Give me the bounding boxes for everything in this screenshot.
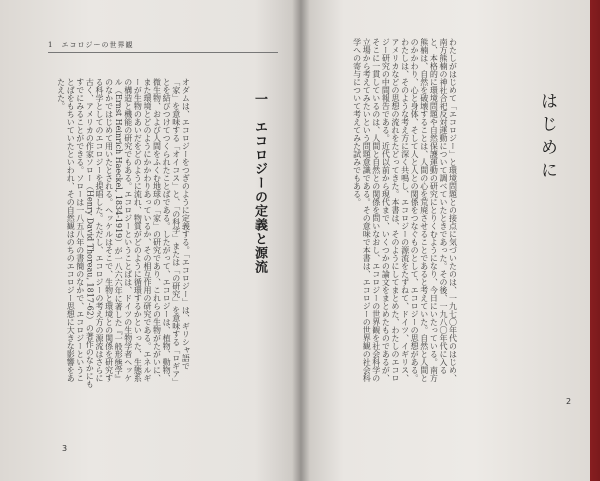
left-body xyxy=(56,78,242,388)
right-body xyxy=(352,38,528,388)
chapter-title: はじめに xyxy=(537,92,557,184)
page-number-left: 3 xyxy=(62,444,68,453)
page-number-right: 2 xyxy=(566,397,572,406)
running-header: 1 エコロジーの世界観 xyxy=(48,41,134,49)
section-title: 一 エコロジーの定義と源流 xyxy=(252,92,267,274)
header-rule xyxy=(48,52,278,53)
left-body-text: オダムは、エコロジーをつぎのように定義する。「エコロジー」は、ギリシャ語で「家」を意味する「オイコス」と、「の科学」または「の研究」を意味する「ロギア」とを結びつけてつくられたことばである。したがって、エコロジーは、植物、動物、微生物、および人間をふくむ地球の「家」の研究であり、これらの生物がたがいに、また環境とどのようにかかわりあっているか、その相互作用の研究である。エネルギーが生物のあいだをどのように流れ、物質がどのように循環するかといった、生態系の構造と機能の研究でもある。エコロジーということばは、ドイツの生物学者ヘッケル（Ernst Heinrich Haeckel, 1834-1919）が一八六六年に著した『一般形態学』のなかではじめて用いたとされる。ヘッケルはそこで、生物と環境との関係を研究する科学としてのエコロジーを提唱した。ただし、エコロジーの考え方の源流はさらに古く、アメリカの作家ソロー（Henry David Thoreau, 1817-62）の著作のなかにもすでにみることができる。ソローは一八五八年の書簡のなかで、エコロジーということばをもちいていたといわれ、その自然観はのちのエコロジー思想に大きな影響をあたえた。 xyxy=(56,78,191,388)
book-gutter xyxy=(292,0,310,481)
right-body-text: わたしがはじめて「エコロジー」と環境問題との接点に気づいたのは、一九七〇年代のはじめ、南方熊楠の神社合祀反対運動について調べていたときであった。その後、一九八〇年代に入ると、本格的に環境問題や自然保護運動の研究にとりくむようになり、今日にいたっている。南方熊楠は、自然を破壊することは、人間の心を荒廃させることであると考えていた。自然と人間とのかかわり、心と身体、そして人と人との関係をつなぐものとして、エコロジーの思想がある。わたしは、そのような考え方に深く共鳴し、エコロジーの源流をたずねて、ドイツ、イギリス、アメリカなどの思想の流れをたどってきた。本書は、そのようにしてまとめた、わたしのエコロジー研究の中間報告である。近代以前から現代まで、いくつかの論文をまとめたものであるが、そこに一貫しているのは、人間と自然との関係を問いなおし、エコロジーの世界観を社会科学の立場から考えてみたいという問題意識である。その意味で本書は、エコロジーの世界観の社会科学への寄与について考えてみた試みでもある。 xyxy=(352,38,458,382)
